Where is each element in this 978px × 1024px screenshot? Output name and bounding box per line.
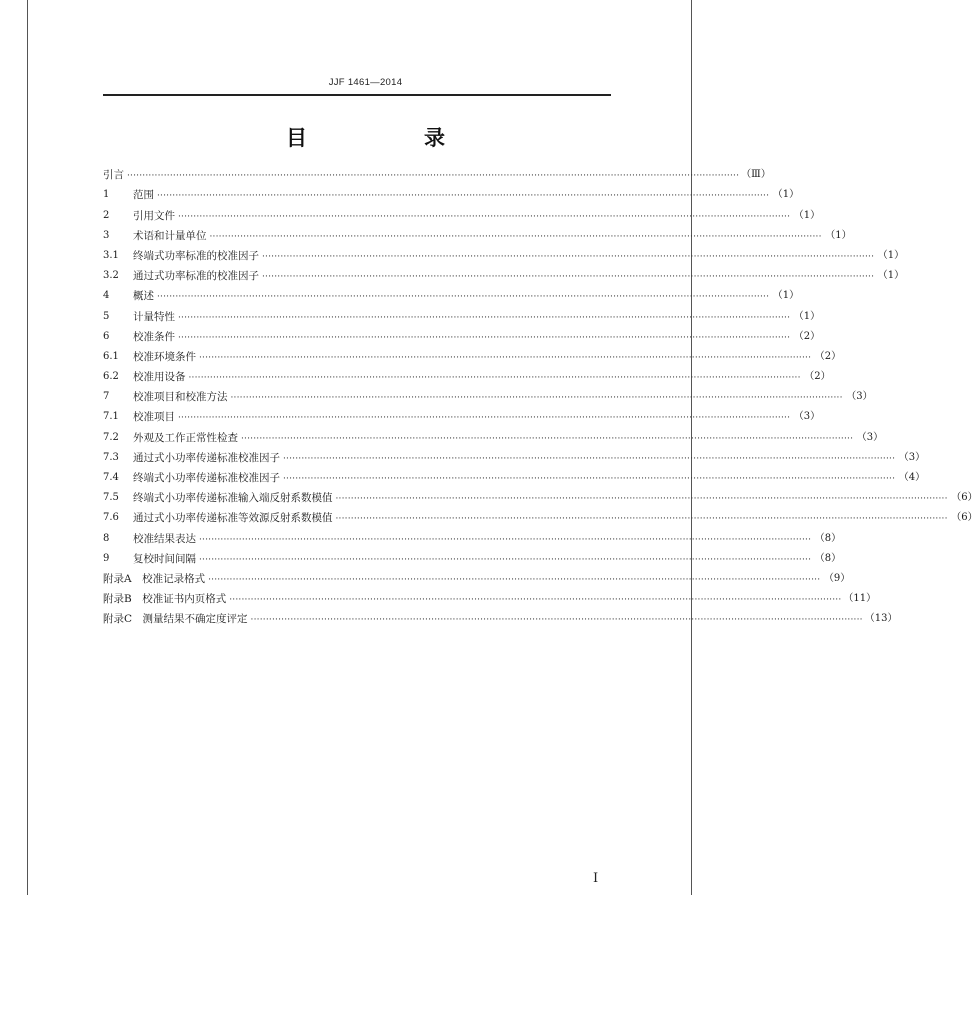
toc-entry[interactable] bbox=[103, 246, 905, 266]
toc-entry-label: 校准用设备 bbox=[133, 371, 186, 384]
toc-entry-label: 终端式小功率传递标准校准因子 bbox=[133, 472, 280, 484]
toc-entry-label: 校准结果表达 bbox=[133, 532, 196, 545]
toc-entry-page: （13） bbox=[864, 613, 898, 625]
toc-entry-number: 7 bbox=[103, 391, 110, 403]
toc-entry-page: （1） bbox=[772, 290, 800, 302]
toc-entry-label: 范围 bbox=[133, 189, 154, 202]
toc-entry-number: 6 bbox=[103, 330, 110, 342]
toc-entry[interactable] bbox=[103, 387, 873, 407]
toc-entry-label: 概述 bbox=[133, 290, 154, 303]
toc-entry-number: 7.2 bbox=[103, 431, 119, 443]
toc-entry[interactable] bbox=[103, 205, 821, 225]
toc-entry-page: （8） bbox=[814, 552, 842, 564]
toc-entry-page: （2） bbox=[793, 330, 821, 342]
toc-leader-dots: ········································································································································································································ bbox=[178, 413, 791, 424]
toc-entry-page: （3） bbox=[898, 451, 926, 463]
toc-entry-label: 校准环境条件 bbox=[133, 350, 196, 363]
toc-entry[interactable] bbox=[103, 508, 978, 528]
toc-entry-page: （8） bbox=[814, 532, 842, 544]
table-of-contents bbox=[103, 165, 978, 629]
toc-entry[interactable] bbox=[103, 528, 842, 548]
toc-entry-page: （2） bbox=[804, 371, 831, 383]
toc-entry-number: 3.1 bbox=[103, 249, 119, 261]
toc-entry[interactable] bbox=[103, 609, 898, 629]
toc-entry[interactable] bbox=[103, 569, 851, 589]
toc-leader-dots: ········································································································································································································ bbox=[178, 332, 791, 343]
toc-entry-page: （2） bbox=[814, 350, 842, 362]
toc-entry[interactable] bbox=[103, 549, 842, 569]
toc-entry-page: （1） bbox=[793, 209, 821, 221]
toc-leader-dots: ········································································································································································································ bbox=[335, 494, 948, 505]
toc-entry-page: （1） bbox=[877, 249, 905, 261]
toc-entry-page: （11） bbox=[843, 593, 877, 605]
toc-entry-label: 术语和计量单位 bbox=[133, 229, 207, 242]
toc-entry-label: 校准项目和校准方法 bbox=[133, 391, 228, 404]
toc-entry[interactable] bbox=[103, 347, 842, 367]
toc-leader-dots: ········································································································································································································ bbox=[208, 574, 821, 585]
toc-leader-dots: ········································································································································································································ bbox=[262, 272, 875, 283]
toc-entry[interactable] bbox=[103, 286, 800, 306]
toc-entry-label: 终端式小功率传递标准输入端反射系数模值 bbox=[133, 492, 333, 505]
toc-entry-number: 7.3 bbox=[103, 451, 119, 463]
toc-entry-label: 复校时间间隔 bbox=[133, 552, 196, 565]
toc-entry-label: 附录B 校准证书内页格式 bbox=[103, 593, 227, 606]
toc-entry[interactable] bbox=[103, 185, 800, 205]
toc-entry-label: 附录A 校准记录格式 bbox=[103, 572, 206, 585]
header-rule bbox=[103, 94, 611, 96]
toc-entry[interactable] bbox=[103, 448, 926, 468]
toc-entry-label: 通过式小功率传递标准校准因子 bbox=[133, 451, 280, 464]
toc-entry-label: 计量特性 bbox=[133, 310, 175, 323]
toc-entry-page: （1） bbox=[825, 229, 852, 241]
toc-leader-dots: ········································································································································································································ bbox=[157, 292, 770, 303]
toc-leader-dots: ········································································································································································································ bbox=[127, 171, 740, 182]
toc-leader-dots: ········································································································································································································ bbox=[178, 211, 791, 222]
toc-entry-number: 7.4 bbox=[103, 472, 119, 483]
toc-entry-page: （3） bbox=[856, 431, 884, 443]
toc-entry-number: 8 bbox=[103, 532, 110, 544]
toc-entry-page: （Ⅲ） bbox=[741, 169, 771, 181]
toc-leader-dots: ········································································································································································································ bbox=[229, 595, 842, 606]
toc-entry[interactable] bbox=[103, 266, 905, 286]
toc-entry-number: 7.6 bbox=[103, 512, 119, 524]
toc-entry-number: 6.1 bbox=[103, 350, 119, 362]
page-folio: I bbox=[593, 871, 599, 886]
toc-entry-number: 9 bbox=[103, 552, 110, 564]
toc-leader-dots: ········································································································································································································ bbox=[283, 453, 896, 464]
toc-entry-number: 7.5 bbox=[103, 492, 119, 504]
toc-entry-label: 引用文件 bbox=[133, 209, 175, 222]
toc-entry-page: （3） bbox=[846, 391, 873, 403]
toc-entry-label: 校准项目 bbox=[133, 411, 175, 424]
toc-entry-page: （1） bbox=[772, 189, 800, 201]
toc-entry-number: 1 bbox=[103, 189, 110, 201]
toc-entry-label: 通过式小功率传递标准等效源反射系数模值 bbox=[133, 512, 333, 525]
toc-leader-dots: ········································································································································································································ bbox=[199, 352, 812, 363]
toc-leader-dots: ········································································································································································································ bbox=[199, 554, 812, 565]
toc-entry-label: 外观及工作正常性检查 bbox=[133, 431, 238, 444]
toc-leader-dots: ········································································································································································································ bbox=[262, 251, 875, 262]
toc-entry[interactable] bbox=[103, 468, 926, 488]
toc-leader-dots: ········································································································································································································ bbox=[157, 191, 770, 202]
toc-leader-dots: ········································································································································································································ bbox=[199, 534, 812, 545]
toc-leader-dots: ········································································································································································································ bbox=[335, 514, 948, 525]
toc-leader-dots: ········································································································································································································ bbox=[178, 312, 791, 323]
toc-leader-dots: ········································································································································································································ bbox=[250, 615, 863, 626]
toc-entry-label: 附录C 测量结果不确定度评定 bbox=[103, 613, 248, 626]
toc-entry-number: 6.2 bbox=[103, 371, 119, 383]
toc-entry-label: 引言 bbox=[103, 169, 124, 182]
toc-leader-dots: ········································································································································································································ bbox=[283, 474, 896, 484]
toc-entry[interactable] bbox=[103, 165, 771, 185]
toc-entry[interactable] bbox=[103, 407, 821, 427]
toc-leader-dots: ········································································································································································································ bbox=[188, 373, 801, 384]
toc-entry-number: 4 bbox=[103, 290, 110, 302]
standard-number: JJF 1461—2014 bbox=[328, 77, 403, 88]
toc-entry[interactable] bbox=[103, 327, 821, 347]
toc-entry-page: （4） bbox=[898, 472, 926, 483]
toc-leader-dots: ········································································································································································································ bbox=[230, 393, 843, 404]
toc-leader-dots: ········································································································································································································ bbox=[241, 433, 854, 444]
toc-entry[interactable] bbox=[103, 589, 877, 609]
page-title: 目 录 bbox=[286, 125, 493, 150]
toc-entry[interactable] bbox=[103, 306, 821, 326]
toc-entry-page: （1） bbox=[793, 310, 821, 322]
toc-entry-number: 2 bbox=[103, 209, 110, 221]
toc-entry-number: 3.2 bbox=[103, 270, 119, 282]
toc-entry[interactable] bbox=[103, 427, 884, 447]
toc-entry-number: 7.1 bbox=[103, 411, 119, 423]
toc-entry[interactable] bbox=[103, 367, 831, 387]
toc-entry-label: 终端式功率标准的校准因子 bbox=[133, 249, 259, 262]
toc-entry-number: 3 bbox=[103, 229, 110, 241]
toc-entry-label: 校准条件 bbox=[133, 330, 175, 343]
toc-entry-page: （9） bbox=[823, 572, 851, 584]
toc-entry-page: （6） bbox=[951, 512, 978, 524]
toc-leader-dots: ········································································································································································································ bbox=[209, 231, 822, 242]
toc-entry-label: 通过式功率标准的校准因子 bbox=[133, 270, 259, 283]
toc-entry-page: （3） bbox=[793, 411, 821, 423]
toc-entry-number: 5 bbox=[103, 310, 110, 322]
toc-entry[interactable] bbox=[103, 488, 978, 508]
toc-entry[interactable] bbox=[103, 226, 852, 246]
toc-entry-page: （6） bbox=[951, 492, 978, 504]
toc-entry-page: （1） bbox=[877, 270, 905, 282]
